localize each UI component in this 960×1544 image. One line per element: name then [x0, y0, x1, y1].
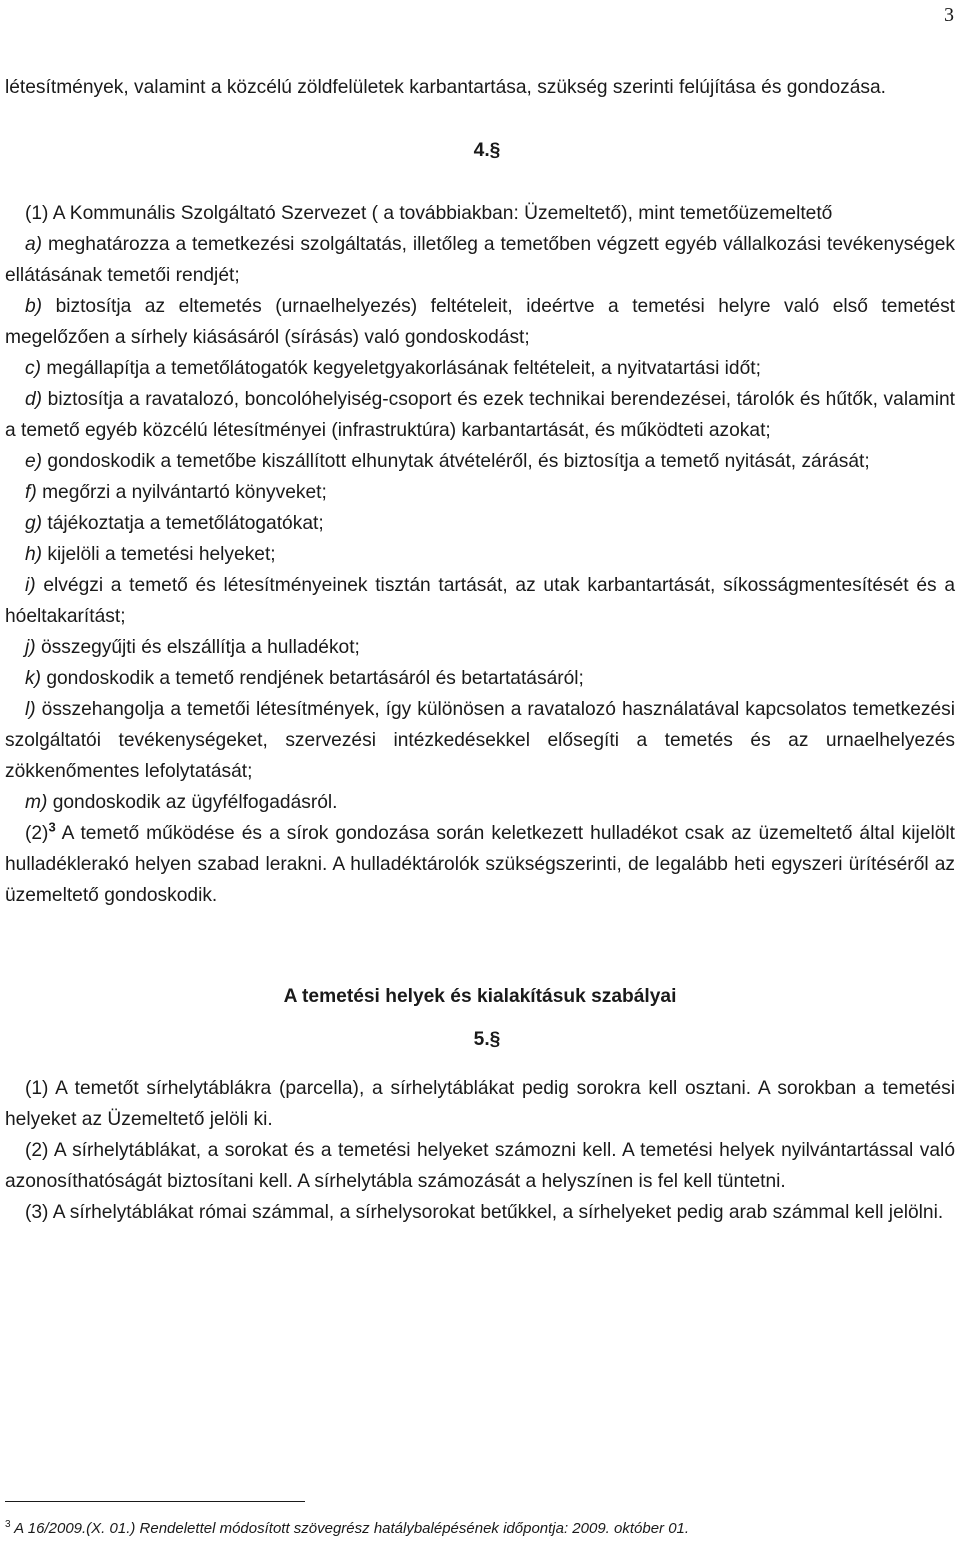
duty-item — [5, 229, 955, 291]
page-number: 3 — [944, 4, 954, 26]
section-5-paragraph-1: (1) A temetőt sírhelytáblákra (parcella), a sírhelytáblákat pedig sorokra kell osztani. A sorokban a temetési helyeket az Üzemeltető jelöli ki. — [5, 1078, 955, 1130]
duty-letter: l) — [25, 699, 36, 720]
duty-text: biztosítja a ravatalozó, boncolóhelyiség-csoport és ezek technikai berendezései, tárolók és hűtők, valamint a temető egyéb közcélú létesítményei (infrastruktúra) karbantartását, és működteti azokat; — [5, 389, 955, 441]
footnote-text: A 16/2009.(X. 01.) Rendelettel módosított szövegrész hatálybalépésének időpontja: 2009. október 01. — [10, 1520, 690, 1537]
section-5-paragraph-2: (2) A sírhelytáblákat, a sorokat és a temetési helyeket számozni kell. A temetési helyek nyilvántartással való azonosíthatóságát biztosítani kell. A sírhelytábla számozását a helyszínen is fel kell tüntetni. — [5, 1140, 955, 1192]
duty-letter: j) — [25, 637, 36, 658]
duty-text: tájékoztatja a temetőlátogatókat; — [42, 513, 324, 534]
duty-item — [5, 477, 955, 508]
duty-item — [5, 508, 955, 539]
section-heading: A temetési helyek és kialakításuk szabályai — [283, 986, 677, 1007]
duty-item — [5, 570, 955, 632]
duty-letter: d) — [25, 389, 43, 410]
duty-letter: g) — [25, 513, 43, 534]
duty-letter: a) — [25, 234, 43, 255]
duty-item — [5, 291, 955, 353]
section-symbol: § — [489, 1029, 501, 1050]
duty-item — [5, 384, 955, 446]
duty-text: megállapítja a temetőlátogatók kegyeletgyakorlásának feltételeit, a nyitvatartási időt; — [40, 358, 761, 379]
duty-item — [5, 787, 955, 818]
duty-item — [5, 694, 955, 787]
duty-text: gondoskodik a temetőbe kiszállított elhunytak átvételéről, és biztosítja a temető nyitását, zárását; — [42, 451, 870, 472]
intro-paragraph — [5, 72, 955, 103]
duty-letter: f) — [25, 482, 37, 503]
duty-letter: k) — [25, 668, 41, 689]
duty-text: összehangolja a temetői létesítmények, így különösen a ravatalozó használatával kapcsolatos temetkezési szolgáltatói tevékenységeket, szervezési intézkedésekkel elősegíti a temetés és az urnaelhelyezés zökkenőmentes lefolytatását; — [5, 699, 955, 782]
footnote-number: 3 — [5, 1519, 11, 1530]
duty-item — [5, 353, 955, 384]
duty-text: gondoskodik az ügyfélfogadásról. — [47, 792, 338, 813]
section-symbol: § — [489, 140, 501, 161]
duty-text: összegyűjti és elszállítja a hulladékot; — [35, 637, 360, 658]
section-4-paragraph-2: (2)$^3$ A temető működése és a sírok gondozása során keletkezett hulladékot csak az üzemeltető által kijelölt hulladéklerakó helyen szabad lerakni. A hulladéktárolók szükségszerinti, de legalább heti egyszeri ürítéséről az üzemeltető gondoskodik. — [5, 819, 955, 906]
footnote — [5, 1516, 689, 1538]
duty-letter: e) — [25, 451, 43, 472]
duty-letter: m) — [25, 792, 48, 813]
document-body — [5, 72, 955, 1228]
section-4-title: 4.§ — [473, 140, 501, 161]
duty-letter: b) — [25, 296, 43, 317]
section-5-title: 5.§ — [473, 1029, 501, 1050]
footnote-separator — [5, 1501, 305, 1502]
duty-item — [5, 632, 955, 663]
duty-letter: h) — [25, 544, 43, 565]
section-5-paragraph-3: (3) A sírhelytáblákat római számmal, a sírhelysorokat betűkkel, a sírhelyeket pedig arab számmal kell jelölni. — [25, 1202, 944, 1223]
duty-text: elvégzi a temető és létesítményeinek tisztán tartását, az utak karbantartását, síkosságmentesítését és a hóeltakarítást; — [5, 575, 955, 627]
duty-text: megőrzi a nyilvántartó könyveket; — [36, 482, 327, 503]
footnote-marker: 3 — [48, 819, 56, 835]
section-4-paragraph-1: (1) A Kommunális Szolgáltató Szervezet ( a továbbiakban: Üzemeltető), mint temetőüzemeltető — [25, 203, 833, 224]
duty-text: gondoskodik a temető rendjének betartásáról és betartatásáról; — [40, 668, 584, 689]
duty-letter: c) — [25, 358, 41, 379]
intro-line-1: létesítmények, valamint a közcélú zöldfelületek karbantartása, szükség szerinti felújítása és — [5, 77, 782, 98]
duty-text: biztosítja az eltemetés (urnaelhelyezés) feltételeit, ideértve a temetési helyre való első temetést megelőzően a sírhely kiásásáról (sírásás) való gondoskodást; — [5, 296, 955, 348]
duty-item — [5, 446, 955, 477]
duty-text: meghatározza a temetkezési szolgáltatás, illetőleg a temetőben végzett egyéb vállalkozási tevékenységek ellátásának temetői rendjét; — [5, 234, 955, 286]
duty-item — [5, 539, 955, 570]
duty-letter: i) — [25, 575, 36, 596]
duty-text: kijelöli a temetési helyeket; — [42, 544, 276, 565]
intro-line-2: gondozása. — [786, 77, 886, 98]
duty-item — [5, 663, 955, 694]
duties-list — [5, 229, 955, 818]
